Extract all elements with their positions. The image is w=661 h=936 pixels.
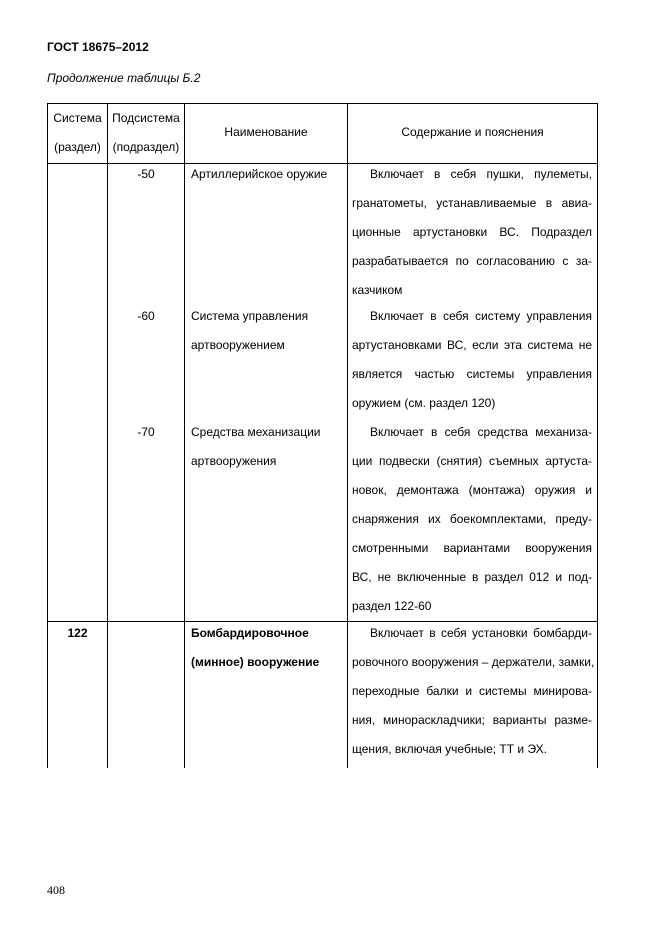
content-line-text: разрабатывается по согласованию с за- — [352, 254, 592, 268]
content-line — [352, 619, 592, 648]
cell-name — [191, 302, 343, 360]
col-header-name: Наименование — [224, 125, 308, 139]
content-line-text: Включает в себя установки бомбарди- — [370, 626, 592, 640]
content-line — [352, 534, 592, 563]
content-line — [352, 648, 595, 677]
content-line — [352, 189, 592, 218]
content-line — [352, 418, 592, 447]
cell-name-line: артвооружением — [191, 338, 285, 352]
content-line-text: переходные балки и системы минирова- — [352, 684, 592, 698]
content-line-text: оружием (см. раздел 120) — [352, 396, 496, 410]
content-line-text: Включает в себя пушки, пулеметы, — [370, 167, 592, 181]
cell-name-line: артвооружения — [191, 454, 277, 468]
col-header-subsystem — [108, 104, 184, 162]
content-line — [352, 360, 592, 389]
content-line — [352, 302, 592, 331]
content-line-text: щения, включая учебные; ТТ и ЭХ. — [352, 742, 548, 756]
cell-name-line: Артиллерийское оружие — [191, 167, 328, 181]
cell-name-line: Бомбардировочное — [191, 626, 309, 640]
content-line — [352, 563, 592, 592]
cell-subsystem: -50 — [137, 167, 155, 181]
cell-content — [352, 302, 592, 418]
col-header-system — [48, 104, 107, 162]
content-line — [352, 476, 592, 505]
cell-content — [352, 619, 595, 764]
table-caption: Продолжение таблицы Б.2 — [47, 71, 201, 85]
content-line-text: ровочного вооружения – держатели, замки, — [352, 655, 595, 669]
content-line — [352, 447, 592, 476]
content-line-text: ВС, не включенные в раздел 012 и под- — [352, 570, 592, 584]
content-line — [352, 505, 592, 534]
cell-subsystem: -70 — [137, 425, 155, 439]
content-line-text: смотренными вариантами вооружения — [352, 541, 592, 555]
cell-name — [191, 418, 343, 476]
content-line — [352, 218, 592, 247]
cell-name — [191, 160, 343, 189]
content-line-text: гранатометы, устанавливаемые в авиа- — [352, 196, 592, 210]
content-line-text: казчиком — [352, 283, 403, 297]
content-line-text: снаряжения их боекомплектами, преду- — [352, 512, 592, 526]
content-line-text: раздел 122-60 — [352, 599, 432, 613]
col-header-content: Содержание и пояснения — [401, 125, 544, 139]
content-line-text: Включает в себя систему управления — [370, 309, 592, 323]
col-header-system-line: (раздел) — [54, 140, 101, 154]
cell-system: 122 — [67, 626, 88, 640]
col-header-subsystem-line: (подраздел) — [112, 140, 180, 154]
page-number: 408 — [47, 883, 65, 897]
content-line-text: артустановками ВС, если эта система не — [352, 338, 592, 352]
cell-name — [191, 619, 343, 677]
cell-name-line: Средства механизации — [191, 425, 321, 439]
content-line-text: ции подвески (снятия) съемных артуста- — [352, 454, 592, 468]
cell-subsystem: -60 — [137, 309, 155, 323]
content-line — [352, 247, 592, 276]
content-line — [352, 331, 592, 360]
cell-name-line: Система управления — [191, 309, 309, 323]
content-line-text: Включает в себя средства механиза- — [370, 425, 592, 439]
cell-content — [352, 418, 592, 621]
col-header-system-line: Система — [53, 111, 102, 125]
cell-content — [352, 160, 592, 305]
document-header: ГОСТ 18675–2012 — [47, 40, 149, 54]
content-line — [352, 706, 592, 735]
content-line-text: является частью системы управления — [352, 367, 592, 381]
col-header-subsystem-line: Подсистема — [112, 111, 180, 125]
content-line — [352, 677, 592, 706]
content-line — [352, 160, 592, 189]
content-line-text: ния, минораскладчики; варианты разме- — [352, 713, 592, 727]
cell-name-line: (минное) вооружение — [191, 655, 320, 669]
content-line-text: ционные артустановки ВС. Подраздел — [352, 225, 592, 239]
content-line-text: новок, демонтажа (монтажа) оружия и — [352, 483, 592, 497]
